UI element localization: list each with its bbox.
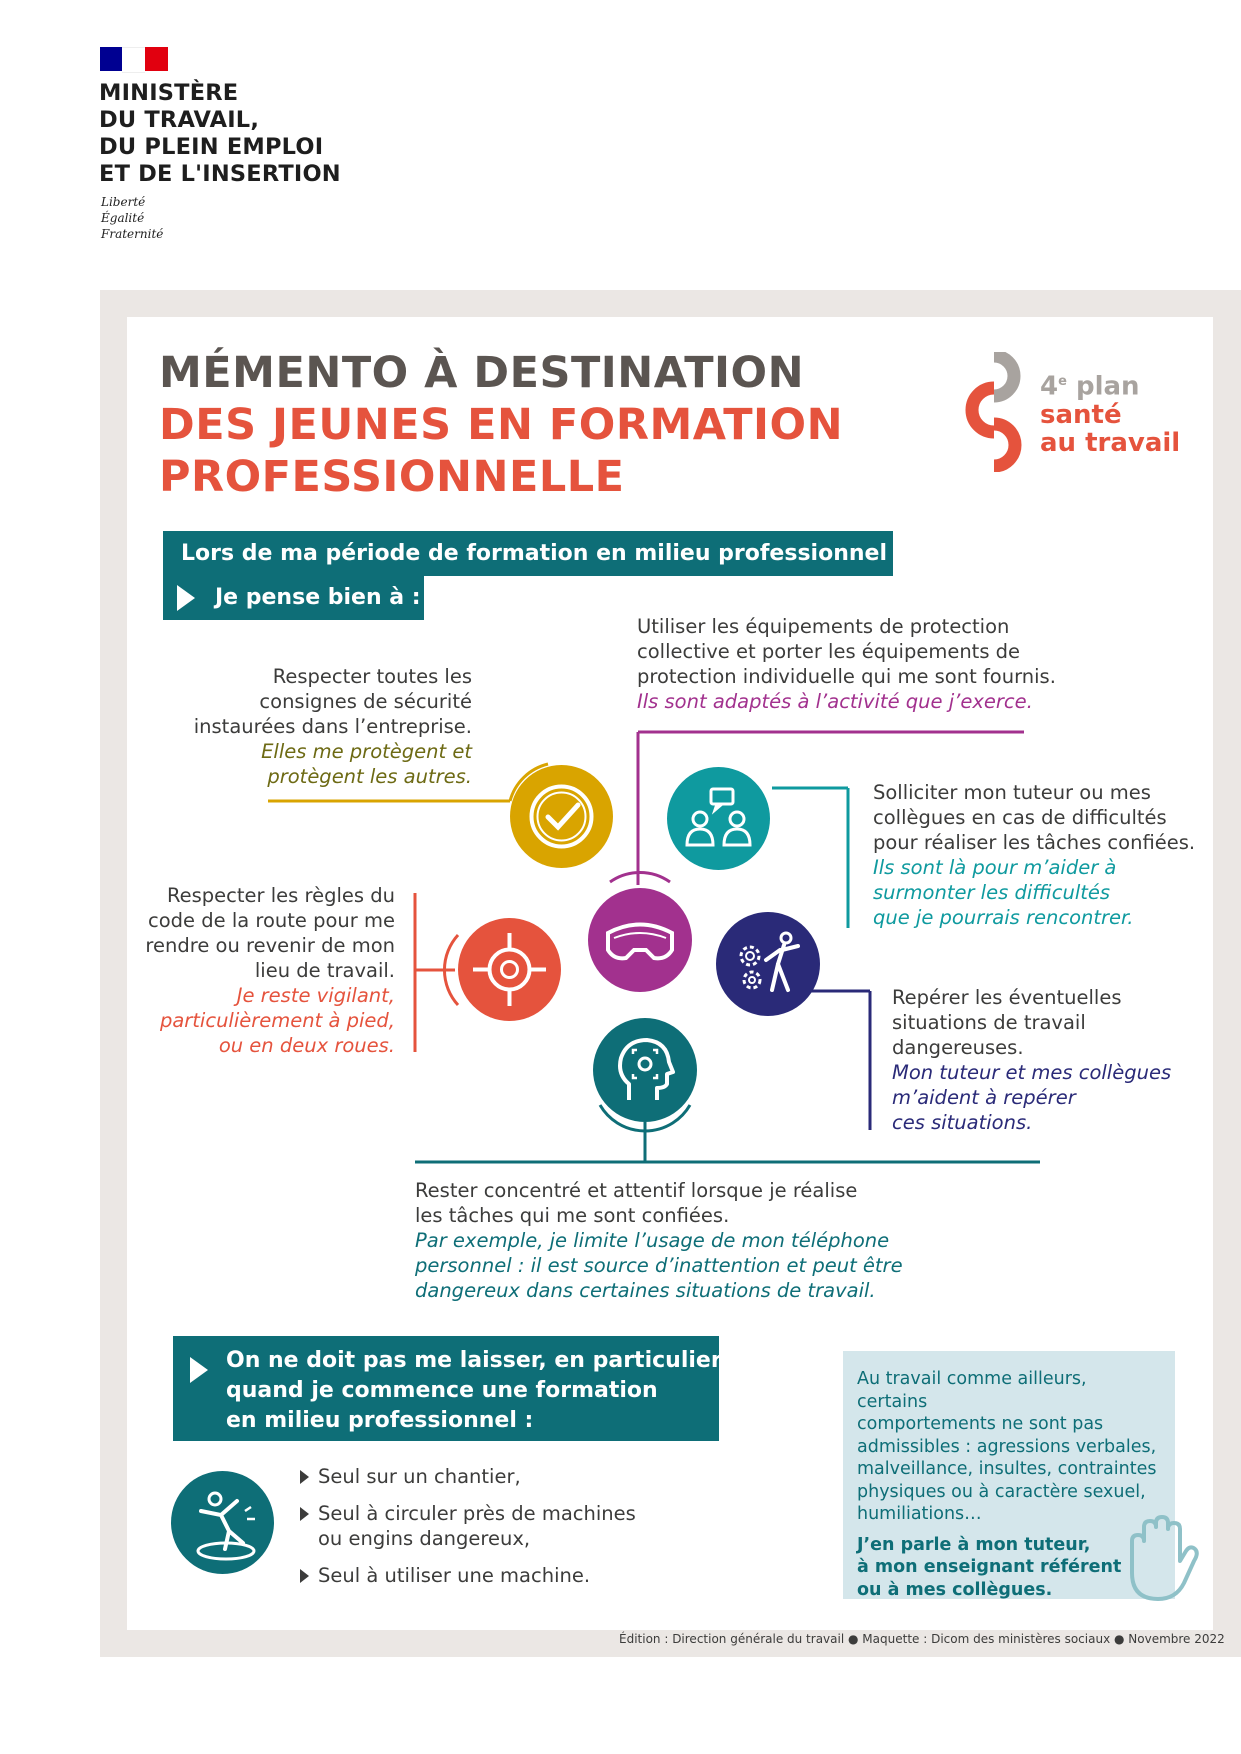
footer-credits: Édition : Direction générale du travail ● Maquette : Dicom des ministères sociaux ● Novembre 2022 bbox=[619, 1632, 1225, 1646]
danger-spotting-text: Repérer les éventuelles situations de travail dangereuses. Mon tuteur et mes collègues m’aident à repérer ces situations. bbox=[892, 986, 1172, 1134]
list-item: Seul à circuler près de machines ou engins dangereux, bbox=[300, 1501, 636, 1551]
roundabout-icon bbox=[458, 918, 561, 1021]
road-rules-circle bbox=[458, 918, 561, 1021]
not-alone-circle bbox=[171, 1471, 274, 1574]
republic-motto: Liberté Égalité Fraternité bbox=[101, 195, 164, 241]
list-item: Seul sur un chantier, bbox=[300, 1464, 636, 1489]
behaviour-note: Au travail comme ailleurs, certains comportements ne sont pas admissibles : agressions verbales, malveillance, insultes, contraintes physiques ou à caractère sexuel, humiliations… J’en parle à mon tuteur, à mon enseignant référent ou à mes collègues. bbox=[843, 1351, 1175, 1599]
ask-tutor-text: Solliciter mon tuteur ou mes collègues en cas de difficultés pour réaliser les tâches confiées. Ils sont là pour m’aider à surmonter les difficultés que je pourrais rencontrer. bbox=[873, 781, 1196, 929]
falling-person-icon bbox=[171, 1471, 274, 1574]
plan-sante-logo-text: 4e plan santé au travail bbox=[1040, 371, 1181, 458]
not-alone-list bbox=[300, 1464, 636, 1600]
safety-rules-text: Respecter toutes les consignes de sécurité instaurées dans l’entreprise. Elles me protègent et protègent les autres. bbox=[193, 665, 472, 788]
people-chat-icon bbox=[667, 767, 770, 870]
safety-rules-circle bbox=[510, 765, 613, 868]
ask-tutor-circle bbox=[667, 767, 770, 870]
head-focus-icon bbox=[593, 1018, 697, 1122]
concentration-circle bbox=[593, 1018, 697, 1122]
ministry-name: MINISTÈRE DU TRAVAIL, DU PLEIN EMPLOI ET DE L'INSERTION bbox=[99, 80, 341, 187]
danger-spotting-circle bbox=[716, 912, 820, 1016]
gears-person-icon bbox=[716, 912, 820, 1016]
protection-equipment-text: Utiliser les équipements de protection collective et porter les équipements de protection individuelle qui me sont fournis. Ils sont adaptés à l’activité que j’exerce. bbox=[637, 615, 1056, 713]
play-arrow-icon bbox=[190, 1357, 208, 1383]
goggles-icon bbox=[588, 888, 692, 992]
check-icon bbox=[510, 765, 613, 868]
concentration-text: Rester concentré et attentif lorsque je réalise les tâches qui me sont confiées. Par exemple, je limite l’usage de mon téléphone personnel : il est source d’inattention et peut être dangereux dans certaines situations de travail. bbox=[415, 1179, 903, 1302]
section-subheading: Je pense bien à : bbox=[163, 575, 424, 620]
protection-equipment-circle bbox=[588, 888, 692, 992]
section2-heading: On ne doit pas me laisser, en particulier quand je commence une formation en milieu professionnel : bbox=[173, 1336, 719, 1441]
road-rules-text: Respecter les règles du code de la route pour me rendre ou revenir de mon lieu de travail. Je reste vigilant, particulièrement à pied, ou en deux roues. bbox=[145, 884, 395, 1057]
section-heading: Lors de ma période de formation en milieu professionnel bbox=[163, 531, 893, 576]
page-title: MÉMENTO À DESTINATION DES JEUNES EN FORMATION PROFESSIONNELLE bbox=[159, 348, 844, 502]
hand-icon bbox=[1120, 1513, 1210, 1603]
list-item: Seul à utiliser une machine. bbox=[300, 1563, 636, 1588]
